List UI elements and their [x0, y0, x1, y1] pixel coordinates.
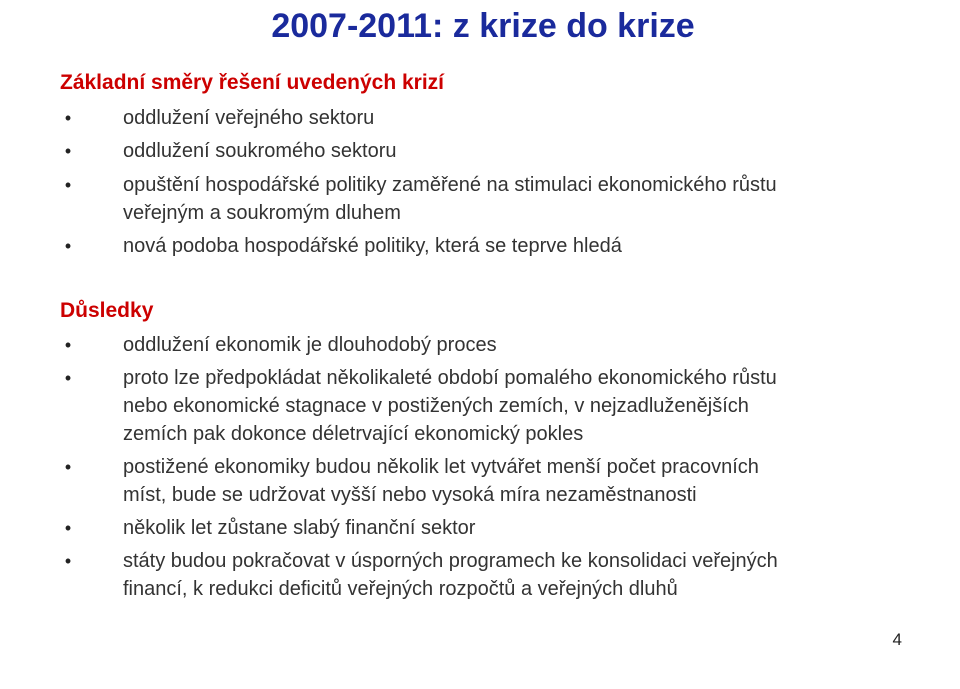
list-item: • oddlužení veřejného sektoru: [0, 104, 960, 132]
bullet-icon: •: [64, 368, 72, 388]
bullet-icon: •: [64, 175, 72, 195]
list-item: • postižené ekonomiky budou několik let vytvářet menší počet pracovních míst, bude se udržovat vyšší nebo vysoká míra nezaměstnanosti: [0, 453, 960, 509]
list-item: • státy budou pokračovat v úsporných programech ke konsolidaci veřejných financí, k redukci deficitů veřejných rozpočtů a veřejných dluhů: [0, 547, 960, 603]
bullet-list-solutions: [0, 104, 960, 260]
bullet-icon: •: [64, 518, 72, 538]
bullet-icon: •: [64, 457, 72, 477]
list-item: • proto lze předpokládat několikaleté období pomalého ekonomického růstu nebo ekonomické stagnace v postižených zemích, v nejzadluženějších zemích pak dokonce déletrvající ekonomický pokles: [0, 364, 960, 448]
list-item: • opuštění hospodářské politiky zaměřené na stimulaci ekonomického růstu veřejným a soukromým dluhem: [0, 171, 960, 227]
list-item: • oddlužení ekonomik je dlouhodobý proces: [0, 331, 960, 359]
bullet-list-consequences: [0, 331, 960, 608]
bullet-icon: •: [64, 108, 72, 128]
slide-title: 2007-2011: z krize do krize: [271, 7, 695, 45]
bullet-icon: •: [64, 551, 72, 571]
bullet-icon: •: [64, 141, 72, 161]
page-number: 4: [892, 630, 902, 649]
list-item: • oddlužení soukromého sektoru: [0, 137, 960, 165]
bullet-icon: •: [64, 335, 72, 355]
section-heading-solutions: Základní směry řešení uvedených krizí: [60, 71, 445, 94]
bullet-icon: •: [64, 236, 72, 256]
list-item: • několik let zůstane slabý finanční sektor: [0, 514, 960, 542]
section-heading-consequences: Důsledky: [60, 299, 154, 322]
list-item: • nová podoba hospodářské politiky, která se teprve hledá: [0, 232, 960, 260]
